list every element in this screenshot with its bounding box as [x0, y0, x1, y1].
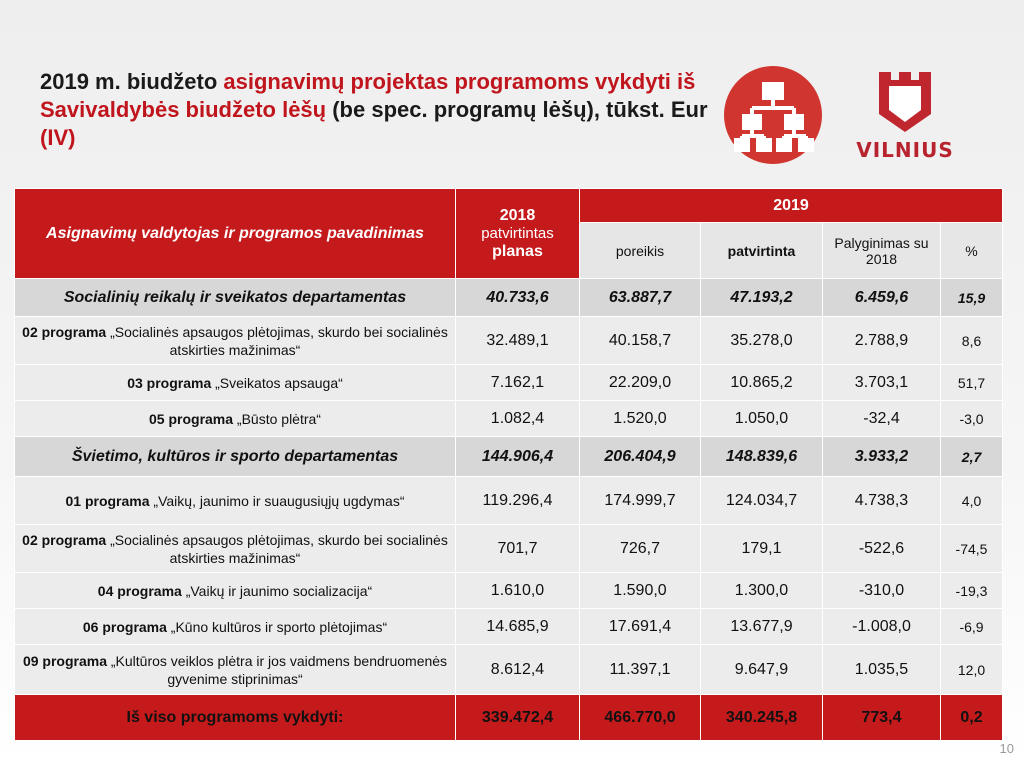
title-part-1: 2019 m. biudžeto [40, 69, 224, 94]
row-plan-2018: 1.082,4 [456, 401, 580, 437]
row-program-title: „Kūno kultūros ir sporto plėtojimas“ [166, 618, 388, 635]
row-poreikis: 40.158,7 [580, 317, 701, 365]
total-palyginimas: 773,4 [823, 695, 941, 741]
row-percent: 4,0 [941, 477, 1003, 525]
row-name [15, 477, 456, 525]
row-name [15, 573, 456, 609]
total-patvirtinta: 340.245,8 [701, 695, 823, 741]
row-plan-2018: 40.733,6 [456, 279, 580, 317]
row-plan-2018: 7.162,1 [456, 365, 580, 401]
header-patvirtinta: patvirtinta [701, 223, 823, 279]
row-percent: 2,7 [941, 437, 1003, 477]
row-palyginimas: 3.703,1 [823, 365, 941, 401]
row-program-title: „Socialinės apsaugos plėtojimas, skurdo bei socialinės atskirties mažinimas“ [106, 531, 448, 566]
table-row [15, 437, 1003, 477]
row-name [15, 365, 456, 401]
row-plan-2018: 701,7 [456, 525, 580, 573]
row-plan-2018: 1.610,0 [456, 573, 580, 609]
row-name [15, 645, 456, 695]
row-percent: -3,0 [941, 401, 1003, 437]
row-program-code: 04 programa [97, 582, 182, 599]
row-name [15, 317, 456, 365]
row-patvirtinta: 124.034,7 [701, 477, 823, 525]
total-plan-2018: 339.472,4 [456, 695, 580, 741]
row-name: Švietimo, kultūros ir sporto departamentas [15, 437, 456, 477]
row-program-title: „Socialinės apsaugos plėtojimas, skurdo bei socialinės atskirties mažinimas“ [106, 323, 448, 358]
org-chart-logo-icon [724, 66, 822, 164]
row-percent: 12,0 [941, 645, 1003, 695]
row-program-title: „Kultūros veiklos plėtra ir jos vaidmens bendruomenės gyvenime stiprinimas“ [107, 652, 448, 687]
total-poreikis: 466.770,0 [580, 695, 701, 741]
table-row [15, 477, 1003, 525]
row-percent: 51,7 [941, 365, 1003, 401]
row-patvirtinta: 9.647,9 [701, 645, 823, 695]
row-percent: -19,3 [941, 573, 1003, 609]
row-patvirtinta: 1.300,0 [701, 573, 823, 609]
row-poreikis: 1.520,0 [580, 401, 701, 437]
row-plan-2018: 8.612,4 [456, 645, 580, 695]
row-palyginimas: 6.459,6 [823, 279, 941, 317]
row-poreikis: 17.691,4 [580, 609, 701, 645]
total-row [15, 695, 1003, 741]
row-percent: 8,6 [941, 317, 1003, 365]
vilnius-wordmark: VILNIUS [856, 138, 954, 162]
slide-title [40, 68, 720, 152]
row-patvirtinta: 179,1 [701, 525, 823, 573]
table-row [15, 525, 1003, 573]
row-percent: 15,9 [941, 279, 1003, 317]
header-2018-plan [456, 189, 580, 279]
budget-table [14, 188, 1003, 741]
row-patvirtinta: 10.865,2 [701, 365, 823, 401]
table-row [15, 279, 1003, 317]
row-program-code: 03 programa [127, 374, 212, 391]
table-row [15, 573, 1003, 609]
row-plan-2018: 14.685,9 [456, 609, 580, 645]
row-poreikis: 174.999,7 [580, 477, 701, 525]
vilnius-logo [850, 68, 960, 168]
row-patvirtinta: 148.839,6 [701, 437, 823, 477]
row-palyginimas: 3.933,2 [823, 437, 941, 477]
row-name [15, 401, 456, 437]
title-part-2: asignavimų projektas programoms vykdyti iš Savivaldybės biudžeto lėšų [40, 69, 696, 122]
row-poreikis: 11.397,1 [580, 645, 701, 695]
header-poreikis: poreikis [580, 223, 701, 279]
header-2018-year: 2018 [499, 206, 536, 224]
row-program-title: „Vaikų, jaunimo ir suaugusiųjų ugdymas“ [149, 492, 405, 509]
title-part-4: (IV) [40, 125, 76, 150]
row-name [15, 609, 456, 645]
row-palyginimas: -1.008,0 [823, 609, 941, 645]
table-row [15, 401, 1003, 437]
row-patvirtinta: 35.278,0 [701, 317, 823, 365]
row-poreikis: 206.404,9 [580, 437, 701, 477]
row-poreikis: 63.887,7 [580, 279, 701, 317]
row-program-code: 02 programa [22, 531, 107, 548]
title-part-3: (be spec. programų lėšų), tūkst. Eur [326, 97, 708, 122]
row-palyginimas: 2.788,9 [823, 317, 941, 365]
row-patvirtinta: 47.193,2 [701, 279, 823, 317]
total-percent: 0,2 [941, 695, 1003, 741]
row-program-code: 05 programa [149, 410, 234, 427]
row-palyginimas: 1.035,5 [823, 645, 941, 695]
row-poreikis: 726,7 [580, 525, 701, 573]
header-2019: 2019 [580, 189, 1003, 223]
page-number: 10 [999, 741, 1014, 756]
row-palyginimas: -32,4 [823, 401, 941, 437]
row-plan-2018: 119.296,4 [456, 477, 580, 525]
header-palyginimas: Palyginimas su 2018 [823, 223, 941, 279]
row-program-code: 02 programa [22, 323, 107, 340]
row-program-title: „Sveikatos apsauga“ [211, 374, 343, 391]
castle-tower-icon [875, 68, 935, 134]
row-plan-2018: 144.906,4 [456, 437, 580, 477]
header-name-column: Asignavimų valdytojas ir programos pavadinimas [15, 189, 456, 279]
table-row [15, 645, 1003, 695]
row-name: Socialinių reikalų ir sveikatos departamentas [15, 279, 456, 317]
row-palyginimas: -310,0 [823, 573, 941, 609]
table-row [15, 317, 1003, 365]
table-row [15, 609, 1003, 645]
row-program-title: „Būsto plėtra“ [233, 410, 321, 427]
row-program-code: 06 programa [82, 618, 167, 635]
row-patvirtinta: 1.050,0 [701, 401, 823, 437]
row-name [15, 525, 456, 573]
row-poreikis: 22.209,0 [580, 365, 701, 401]
row-percent: -6,9 [941, 609, 1003, 645]
row-palyginimas: -522,6 [823, 525, 941, 573]
row-percent: -74,5 [941, 525, 1003, 573]
header-percent: % [941, 223, 1003, 279]
row-plan-2018: 32.489,1 [456, 317, 580, 365]
header-2018-planas: planas [492, 242, 543, 260]
row-poreikis: 1.590,0 [580, 573, 701, 609]
row-program-code: 01 programa [65, 492, 150, 509]
table-row [15, 365, 1003, 401]
row-program-title: „Vaikų ir jaunimo socializacija“ [181, 582, 373, 599]
row-patvirtinta: 13.677,9 [701, 609, 823, 645]
row-palyginimas: 4.738,3 [823, 477, 941, 525]
row-program-code: 09 programa [22, 652, 107, 669]
header-2018-patvirtintas: patvirtintas [481, 224, 554, 242]
total-name: Iš viso programoms vykdyti: [15, 695, 456, 741]
